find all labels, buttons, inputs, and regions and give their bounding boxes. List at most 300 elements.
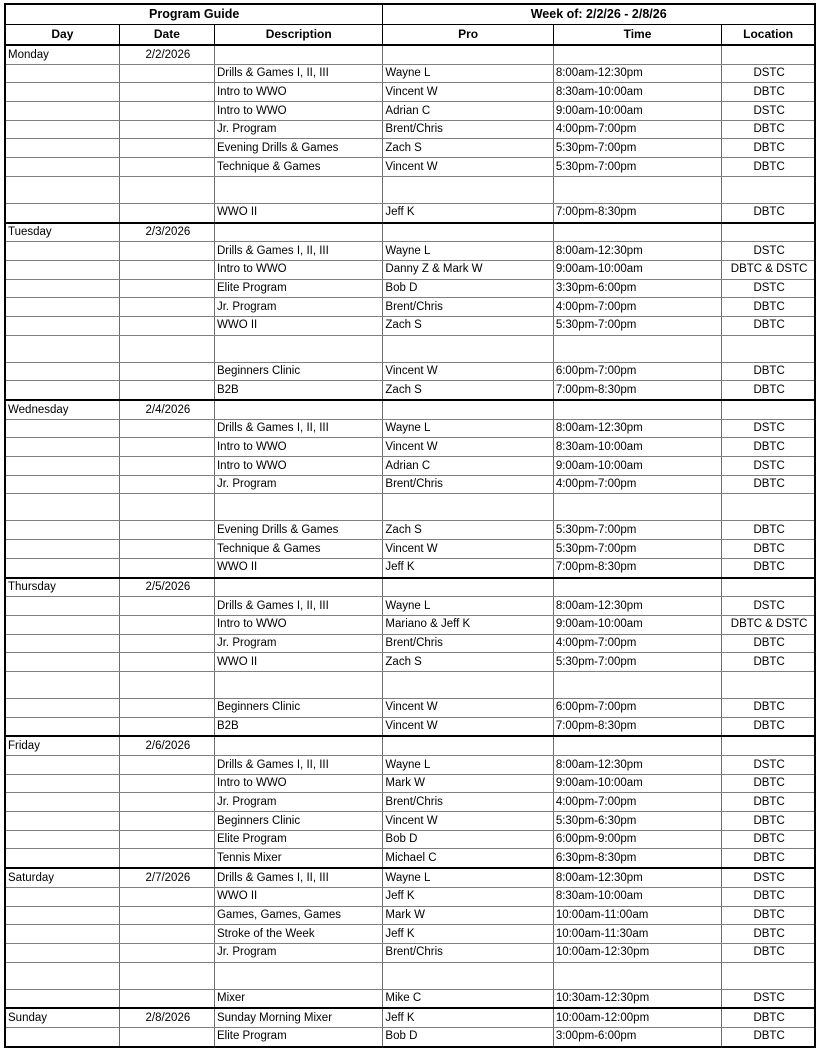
- cell-location: DBTC: [722, 849, 815, 868]
- cell-day: [5, 698, 119, 717]
- cell-day: [5, 139, 119, 158]
- cell-time: 7:00pm-8:30pm: [553, 558, 721, 577]
- table-row: [5, 943, 815, 962]
- cell-description: [214, 223, 382, 242]
- cell-day: [5, 774, 119, 793]
- cell-day: [5, 634, 119, 653]
- cell-date: [119, 381, 214, 400]
- cell-location: DBTC: [722, 717, 815, 736]
- cell-date: [119, 260, 214, 279]
- cell-date: [119, 316, 214, 335]
- cell-pro: Jeff K: [383, 887, 553, 906]
- cell-pro: Vincent W: [383, 540, 553, 559]
- title-row: [5, 4, 815, 25]
- cell-date: [119, 475, 214, 494]
- cell-day: [5, 362, 119, 381]
- cell-location: DSTC: [722, 868, 815, 887]
- cell-date: [119, 962, 214, 989]
- cell-date: [119, 279, 214, 298]
- cell-location: DBTC: [722, 774, 815, 793]
- table-row: [5, 260, 815, 279]
- cell-pro: Adrian C: [383, 102, 553, 121]
- cell-day: [5, 260, 119, 279]
- cell-day: [5, 242, 119, 261]
- cell-location: DBTC: [722, 793, 815, 812]
- cell-time: 4:00pm-7:00pm: [553, 634, 721, 653]
- cell-time: 8:00am-12:30pm: [553, 597, 721, 616]
- cell-date: 2/2/2026: [119, 45, 214, 64]
- cell-date: [119, 120, 214, 139]
- table-row: [5, 102, 815, 121]
- cell-description: Drills & Games I, II, III: [214, 64, 382, 83]
- cell-time: 9:00am-10:00am: [553, 102, 721, 121]
- cell-time: 10:00am-11:30am: [553, 925, 721, 944]
- cell-day: Thursday: [5, 578, 119, 597]
- cell-description: Stroke of the Week: [214, 925, 382, 944]
- cell-date: [119, 203, 214, 222]
- cell-location: DBTC: [722, 943, 815, 962]
- cell-time: 7:00pm-8:30pm: [553, 381, 721, 400]
- cell-description: Intro to WWO: [214, 102, 382, 121]
- table-row: [5, 83, 815, 102]
- cell-location: DBTC: [722, 362, 815, 381]
- cell-description: [214, 494, 382, 521]
- cell-time: 3:30pm-6:00pm: [553, 279, 721, 298]
- cell-location: DBTC: [722, 298, 815, 317]
- column-header-pro[interactable]: Pro: [383, 25, 553, 46]
- cell-day: [5, 102, 119, 121]
- cell-time: 8:30am-10:00am: [553, 83, 721, 102]
- cell-location: DBTC: [722, 830, 815, 849]
- cell-date: [119, 457, 214, 476]
- cell-description: WWO II: [214, 653, 382, 672]
- cell-date: [119, 438, 214, 457]
- cell-day: [5, 419, 119, 438]
- table-row: [5, 634, 815, 653]
- cell-day: [5, 335, 119, 362]
- cell-date: [119, 102, 214, 121]
- cell-pro: Jeff K: [383, 203, 553, 222]
- cell-time: 7:00pm-8:30pm: [553, 717, 721, 736]
- table-row: [5, 139, 815, 158]
- table-row: [5, 120, 815, 139]
- cell-day: Tuesday: [5, 223, 119, 242]
- cell-location: DBTC: [722, 120, 815, 139]
- cell-day: [5, 438, 119, 457]
- cell-time: 8:30am-10:00am: [553, 438, 721, 457]
- cell-date: 2/5/2026: [119, 578, 214, 597]
- cell-date: [119, 139, 214, 158]
- cell-date: 2/6/2026: [119, 736, 214, 755]
- cell-time: 9:00am-10:00am: [553, 774, 721, 793]
- table-row: [5, 203, 815, 222]
- cell-date: [119, 717, 214, 736]
- cell-time: 5:30pm-7:00pm: [553, 316, 721, 335]
- table-row: [5, 756, 815, 775]
- column-header-time[interactable]: Time: [553, 25, 721, 46]
- cell-date: [119, 1027, 214, 1046]
- cell-date: [119, 83, 214, 102]
- cell-pro: Mike C: [383, 989, 553, 1008]
- cell-date: [119, 698, 214, 717]
- cell-day: [5, 83, 119, 102]
- cell-date: 2/8/2026: [119, 1008, 214, 1027]
- cell-description: Intro to WWO: [214, 457, 382, 476]
- cell-day: [5, 671, 119, 698]
- cell-location: DSTC: [722, 242, 815, 261]
- cell-pro: Vincent W: [383, 158, 553, 177]
- cell-time: 10:00am-12:00pm: [553, 1008, 721, 1027]
- column-header-date[interactable]: Date: [119, 25, 214, 46]
- cell-pro: Zach S: [383, 316, 553, 335]
- cell-day: [5, 203, 119, 222]
- cell-day: [5, 494, 119, 521]
- cell-location: [722, 223, 815, 242]
- cell-pro: Vincent W: [383, 438, 553, 457]
- cell-pro: Vincent W: [383, 698, 553, 717]
- cell-pro: [383, 223, 553, 242]
- cell-pro: Vincent W: [383, 362, 553, 381]
- cell-time: 6:30pm-8:30pm: [553, 849, 721, 868]
- cell-location: DBTC: [722, 475, 815, 494]
- cell-time: 5:30pm-7:00pm: [553, 139, 721, 158]
- table-row: [5, 989, 815, 1008]
- cell-day: Sunday: [5, 1008, 119, 1027]
- cell-location: [722, 45, 815, 64]
- cell-location: DBTC: [722, 887, 815, 906]
- cell-location: DBTC: [722, 1008, 815, 1027]
- cell-description: [214, 176, 382, 203]
- cell-location: DSTC: [722, 457, 815, 476]
- table-row: [5, 653, 815, 672]
- cell-pro: [383, 671, 553, 698]
- cell-time: 6:00pm-7:00pm: [553, 698, 721, 717]
- cell-pro: Wayne L: [383, 419, 553, 438]
- cell-pro: Zach S: [383, 521, 553, 540]
- cell-location: DBTC: [722, 203, 815, 222]
- cell-pro: [383, 176, 553, 203]
- cell-time: [553, 45, 721, 64]
- cell-time: 3:00pm-6:00pm: [553, 1027, 721, 1046]
- table-row: [5, 457, 815, 476]
- cell-location: DSTC: [722, 279, 815, 298]
- cell-location: DBTC: [722, 158, 815, 177]
- cell-location: DBTC & DSTC: [722, 260, 815, 279]
- cell-day: [5, 558, 119, 577]
- cell-description: Jr. Program: [214, 475, 382, 494]
- cell-date: [119, 335, 214, 362]
- column-header-location[interactable]: Location: [722, 25, 815, 46]
- cell-description: Jr. Program: [214, 298, 382, 317]
- cell-time: [553, 335, 721, 362]
- table-row: [5, 362, 815, 381]
- cell-day: [5, 64, 119, 83]
- cell-pro: [383, 578, 553, 597]
- cell-day: [5, 158, 119, 177]
- table-row: [5, 698, 815, 717]
- cell-location: DBTC: [722, 925, 815, 944]
- cell-time: 8:00am-12:30pm: [553, 756, 721, 775]
- cell-pro: Bob D: [383, 1027, 553, 1046]
- cell-location: DBTC: [722, 83, 815, 102]
- cell-pro: Adrian C: [383, 457, 553, 476]
- cell-description: Drills & Games I, II, III: [214, 597, 382, 616]
- cell-location: [722, 578, 815, 597]
- spacer-row: [5, 494, 815, 521]
- cell-location: DBTC: [722, 906, 815, 925]
- table-row: [5, 849, 815, 868]
- table-row: [5, 223, 815, 242]
- cell-date: [119, 671, 214, 698]
- cell-pro: Vincent W: [383, 812, 553, 831]
- cell-time: 9:00am-10:00am: [553, 260, 721, 279]
- cell-day: [5, 756, 119, 775]
- cell-time: 4:00pm-7:00pm: [553, 475, 721, 494]
- cell-pro: Bob D: [383, 279, 553, 298]
- cell-description: Tennis Mixer: [214, 849, 382, 868]
- cell-time: [553, 578, 721, 597]
- cell-date: [119, 242, 214, 261]
- cell-pro: Zach S: [383, 381, 553, 400]
- cell-description: Elite Program: [214, 830, 382, 849]
- cell-date: [119, 989, 214, 1008]
- table-row: [5, 279, 815, 298]
- cell-day: [5, 120, 119, 139]
- table-row: [5, 736, 815, 755]
- cell-time: [553, 962, 721, 989]
- cell-description: WWO II: [214, 887, 382, 906]
- cell-location: DSTC: [722, 756, 815, 775]
- table-row: [5, 381, 815, 400]
- cell-location: [722, 962, 815, 989]
- cell-description: Intro to WWO: [214, 615, 382, 634]
- table-row: [5, 45, 815, 64]
- cell-date: [119, 634, 214, 653]
- cell-date: 2/7/2026: [119, 868, 214, 887]
- cell-description: [214, 962, 382, 989]
- cell-day: [5, 962, 119, 989]
- cell-description: Beginners Clinic: [214, 362, 382, 381]
- column-header-description[interactable]: Description: [214, 25, 382, 46]
- table-row: [5, 298, 815, 317]
- cell-day: Monday: [5, 45, 119, 64]
- cell-date: [119, 925, 214, 944]
- cell-time: 9:00am-10:00am: [553, 615, 721, 634]
- cell-description: B2B: [214, 717, 382, 736]
- table-row: [5, 521, 815, 540]
- cell-description: Elite Program: [214, 1027, 382, 1046]
- cell-day: Saturday: [5, 868, 119, 887]
- cell-time: 6:00pm-9:00pm: [553, 830, 721, 849]
- cell-pro: Zach S: [383, 653, 553, 672]
- cell-day: [5, 597, 119, 616]
- cell-description: B2B: [214, 381, 382, 400]
- cell-day: [5, 653, 119, 672]
- table-row: [5, 906, 815, 925]
- cell-location: [722, 400, 815, 419]
- week-of-label: Week of: 2/2/26 - 2/8/26: [383, 4, 815, 25]
- cell-date: [119, 793, 214, 812]
- cell-location: [722, 736, 815, 755]
- program-guide-table: [4, 3, 816, 1048]
- cell-description: Drills & Games I, II, III: [214, 868, 382, 887]
- cell-location: [722, 494, 815, 521]
- cell-pro: Brent/Chris: [383, 634, 553, 653]
- cell-location: DBTC: [722, 558, 815, 577]
- cell-day: [5, 298, 119, 317]
- cell-date: [119, 906, 214, 925]
- cell-day: [5, 925, 119, 944]
- cell-pro: Vincent W: [383, 83, 553, 102]
- cell-location: DBTC: [722, 316, 815, 335]
- cell-description: Jr. Program: [214, 120, 382, 139]
- cell-description: WWO II: [214, 316, 382, 335]
- cell-pro: Wayne L: [383, 868, 553, 887]
- cell-time: 8:00am-12:30pm: [553, 868, 721, 887]
- cell-date: [119, 597, 214, 616]
- cell-day: [5, 906, 119, 925]
- table-row: [5, 774, 815, 793]
- cell-description: Sunday Morning Mixer: [214, 1008, 382, 1027]
- table-row: [5, 158, 815, 177]
- cell-time: 5:30pm-7:00pm: [553, 540, 721, 559]
- cell-date: [119, 943, 214, 962]
- cell-description: Evening Drills & Games: [214, 139, 382, 158]
- table-body: [5, 4, 815, 1047]
- table-row: [5, 1008, 815, 1027]
- cell-time: 10:00am-12:30pm: [553, 943, 721, 962]
- cell-date: [119, 158, 214, 177]
- cell-location: DBTC: [722, 812, 815, 831]
- cell-time: [553, 400, 721, 419]
- table-row: [5, 1027, 815, 1046]
- cell-description: [214, 400, 382, 419]
- cell-pro: Wayne L: [383, 242, 553, 261]
- cell-date: [119, 540, 214, 559]
- table-row: [5, 400, 815, 419]
- cell-date: 2/3/2026: [119, 223, 214, 242]
- cell-time: [553, 176, 721, 203]
- cell-day: [5, 1027, 119, 1046]
- table-row: [5, 615, 815, 634]
- spacer-row: [5, 671, 815, 698]
- cell-pro: [383, 335, 553, 362]
- cell-location: DBTC: [722, 540, 815, 559]
- cell-date: [119, 494, 214, 521]
- table-row: [5, 887, 815, 906]
- cell-description: WWO II: [214, 203, 382, 222]
- cell-time: [553, 223, 721, 242]
- cell-pro: Wayne L: [383, 597, 553, 616]
- cell-time: [553, 736, 721, 755]
- cell-location: DBTC: [722, 381, 815, 400]
- cell-pro: [383, 45, 553, 64]
- spacer-row: [5, 176, 815, 203]
- cell-day: [5, 615, 119, 634]
- cell-description: [214, 736, 382, 755]
- cell-date: [119, 64, 214, 83]
- cell-description: Intro to WWO: [214, 260, 382, 279]
- cell-location: DBTC: [722, 653, 815, 672]
- cell-description: Beginners Clinic: [214, 812, 382, 831]
- cell-pro: Brent/Chris: [383, 475, 553, 494]
- cell-pro: Danny Z & Mark W: [383, 260, 553, 279]
- cell-day: [5, 830, 119, 849]
- cell-pro: Jeff K: [383, 1008, 553, 1027]
- cell-description: Jr. Program: [214, 634, 382, 653]
- cell-date: [119, 830, 214, 849]
- cell-day: [5, 381, 119, 400]
- table-row: [5, 578, 815, 597]
- cell-location: DSTC: [722, 419, 815, 438]
- cell-description: Mixer: [214, 989, 382, 1008]
- cell-description: Beginners Clinic: [214, 698, 382, 717]
- cell-description: Drills & Games I, II, III: [214, 419, 382, 438]
- cell-time: 8:00am-12:30pm: [553, 242, 721, 261]
- cell-description: [214, 671, 382, 698]
- cell-location: DBTC: [722, 521, 815, 540]
- cell-time: 10:00am-11:00am: [553, 906, 721, 925]
- cell-day: [5, 849, 119, 868]
- cell-day: [5, 717, 119, 736]
- cell-pro: [383, 400, 553, 419]
- cell-date: [119, 653, 214, 672]
- cell-date: [119, 298, 214, 317]
- cell-date: [119, 887, 214, 906]
- table-row: [5, 717, 815, 736]
- cell-description: Drills & Games I, II, III: [214, 756, 382, 775]
- cell-day: [5, 475, 119, 494]
- cell-day: [5, 176, 119, 203]
- table-row: [5, 316, 815, 335]
- cell-time: 8:00am-12:30pm: [553, 419, 721, 438]
- column-header-day[interactable]: Day: [5, 25, 119, 46]
- cell-pro: Bob D: [383, 830, 553, 849]
- cell-day: [5, 279, 119, 298]
- cell-pro: Vincent W: [383, 717, 553, 736]
- cell-location: DBTC & DSTC: [722, 615, 815, 634]
- cell-location: [722, 671, 815, 698]
- cell-day: [5, 989, 119, 1008]
- cell-pro: Zach S: [383, 139, 553, 158]
- cell-time: 5:30pm-7:00pm: [553, 653, 721, 672]
- cell-day: Friday: [5, 736, 119, 755]
- cell-time: 8:30am-10:00am: [553, 887, 721, 906]
- cell-day: [5, 316, 119, 335]
- cell-description: Technique & Games: [214, 540, 382, 559]
- cell-date: [119, 521, 214, 540]
- table-row: [5, 64, 815, 83]
- table-row: [5, 419, 815, 438]
- cell-date: [119, 558, 214, 577]
- cell-pro: Brent/Chris: [383, 120, 553, 139]
- cell-location: DBTC: [722, 1027, 815, 1046]
- cell-pro: Brent/Chris: [383, 943, 553, 962]
- cell-description: Jr. Program: [214, 793, 382, 812]
- cell-time: 10:30am-12:30pm: [553, 989, 721, 1008]
- cell-day: [5, 943, 119, 962]
- cell-time: [553, 671, 721, 698]
- cell-description: [214, 578, 382, 597]
- cell-location: DBTC: [722, 438, 815, 457]
- cell-description: Jr. Program: [214, 943, 382, 962]
- cell-time: 5:30pm-7:00pm: [553, 521, 721, 540]
- cell-description: Drills & Games I, II, III: [214, 242, 382, 261]
- cell-location: DBTC: [722, 634, 815, 653]
- cell-pro: Mariano & Jeff K: [383, 615, 553, 634]
- cell-date: [119, 615, 214, 634]
- table-row: [5, 830, 815, 849]
